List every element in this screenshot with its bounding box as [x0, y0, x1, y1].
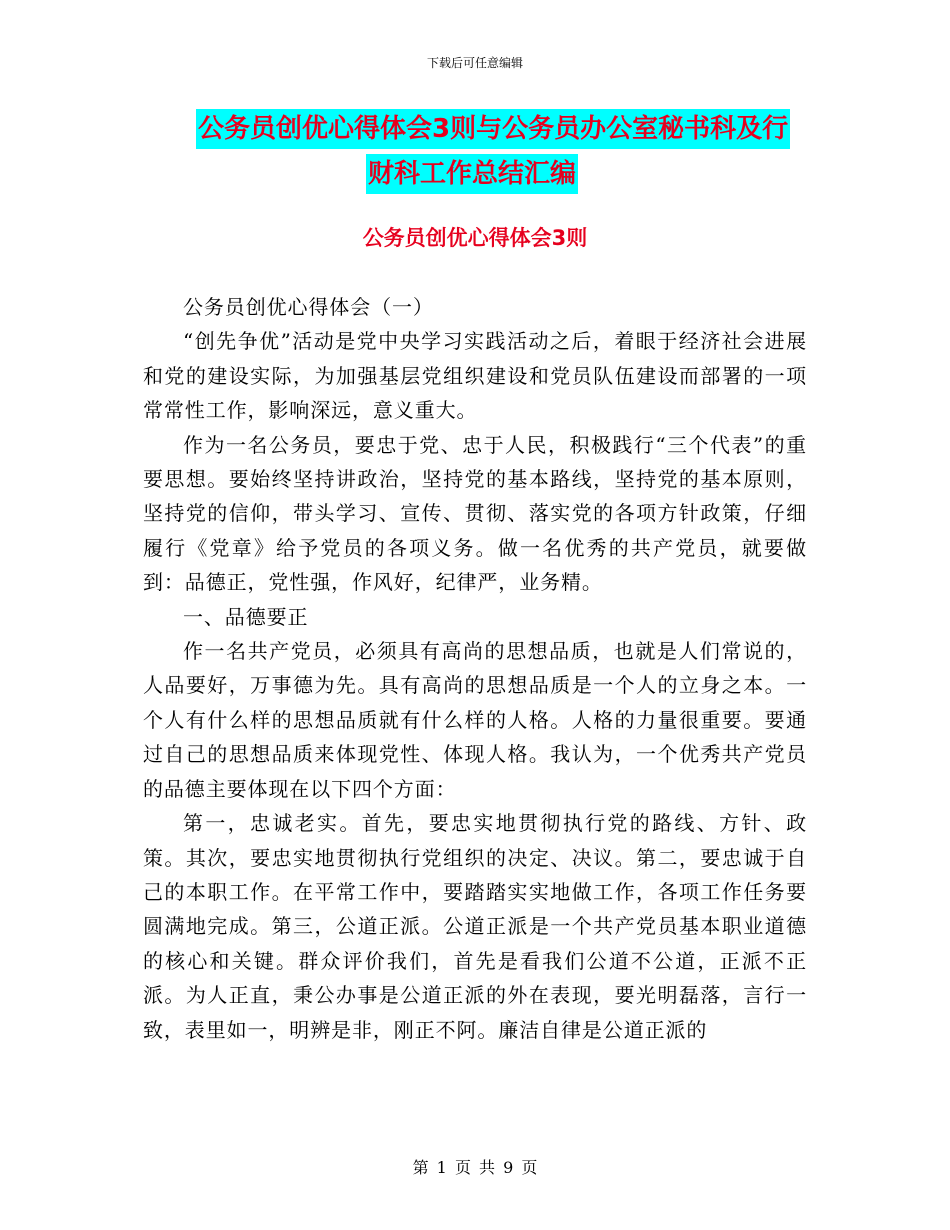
paragraph: “创先争优”活动是党中央学习实践活动之后，着眼于经济社会进展和党的建设实际，为加强基层党组织建设和党员队伍建设而部署的一项常常性工作，影响深远，意义重大。 [143, 329, 807, 423]
document-title-line-1: 公务员创优心得体会3则与公务员办公室秘书科及行 [196, 109, 790, 149]
paragraph: 作一名共产党员，必须具有高尚的思想品质，也就是人们常说的，人品要好，万事德为先。具有高尚的思想品质是一个人的立身之本。一个人有什么样的思想品质就有什么样的人格。人格的力量很重要。要通过自己的思想品质来体现党性、体现人格。我认为，一个优秀共产党员的品德主要体现在以下四个方面： [143, 639, 807, 801]
paragraph: 公务员创优心得体会（一） [183, 295, 434, 319]
paragraph: 第一，忠诚老实。首先，要忠实地贯彻执行党的路线、方针、政策。其次，要忠实地贯彻执行党组织的决定、决议。第二，要忠诚于自己的本职工作。在平常工作中，要踏踏实实地做工作，各项工作任务要圆满地完成。第三，公道正派。公道正派是一个共产党员基本职业道德的核心和关键。群众评价我们，首先是看我们公道不公道，正派不正派。为人正直，秉公办事是公道正派的外在表现，要光明磊落，言行一致，表里如一，明辨是非，刚正不阿。廉洁自律是公道正派的 [143, 811, 807, 1042]
header-note: 下载后可任意编辑 [426, 56, 523, 70]
paragraph: 作为一名公务员，要忠于党、忠于人民，积极践行“三个代表”的重要思想。要始终坚持讲政治，坚持党的基本路线，坚持党的基本原则，坚持党的信仰，带头学习、宣传、贯彻、落实党的各项方针政策，仔细履行《党章》给予党员的各项义务。做一名优秀的共产党员，就要做到：品德正，党性强，作风好，纪律严，业务精。 [143, 432, 807, 595]
body-text [143, 290, 807, 1047]
section-title: 公务员创优心得体会3则 [362, 226, 588, 250]
page-footer: 第 1 页 共 9 页 [412, 1158, 538, 1177]
paragraph: 一、品德要正 [183, 604, 309, 629]
document-title-line-2: 财科工作总结汇编 [366, 154, 578, 194]
